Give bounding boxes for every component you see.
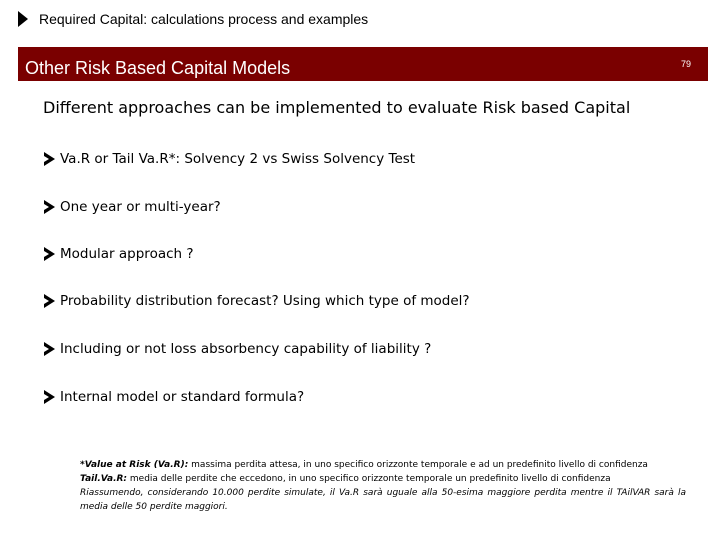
section-band <box>18 47 708 81</box>
arrow-bullet-icon <box>44 247 55 261</box>
page-number: 79 <box>680 59 691 69</box>
arrow-bullet-icon <box>44 342 55 356</box>
bullet-text: Va.R or Tail Va.R*: Solvency 2 vs Swiss Solvency Test <box>60 151 416 167</box>
slide-header <box>18 11 368 27</box>
slide-header-title: Required Capital: calculations process and examples <box>39 11 369 27</box>
bullet-item <box>44 199 221 215</box>
arrow-bullet-icon <box>44 200 55 214</box>
footnote-summary: Riassumendo, considerando 10.000 perdite simulate, il Va.R sarà uguale alla 50-esima maggiore perdita mentre il TAilVAR sarà la media delle 50 perdite maggiori. <box>80 488 686 512</box>
bullet-item <box>44 246 194 262</box>
bullet-text: One year or multi-year? <box>60 199 221 215</box>
bullet-item <box>44 341 431 357</box>
main-heading: Different approaches can be implemented to evaluate Risk based Capital <box>43 98 631 117</box>
bullet-item <box>44 293 470 309</box>
bullet-text: Internal model or standard formula? <box>60 389 305 405</box>
arrow-bullet-icon <box>44 152 55 166</box>
bullet-item <box>44 389 304 405</box>
bullet-text: Probability distribution forecast? Using which type of model? <box>60 293 470 309</box>
footnote-var <box>80 458 686 472</box>
arrow-bullet-icon <box>44 390 55 404</box>
tailvar-definition: media delle perdite che eccedono, in uno specifico orizzonte temporale un predefinito livello di confidenza <box>127 474 611 484</box>
tailvar-term: Tail.Va.R: <box>80 474 128 484</box>
arrow-bullet-icon <box>44 294 55 308</box>
footnote-tailvar <box>80 472 686 486</box>
section-title: Other Risk Based Capital Models <box>25 58 291 78</box>
footnote <box>80 458 686 514</box>
triangle-right-icon <box>18 11 28 27</box>
bullet-text: Modular approach ? <box>60 246 194 262</box>
bullet-text: Including or not loss absorbency capability of liability ? <box>60 341 432 357</box>
var-definition: massima perdita attesa, in uno specifico orizzonte temporale e ad un predefinito livello di confidenza <box>188 460 648 470</box>
bullet-item <box>44 151 415 167</box>
var-term: *Value at Risk (Va.R): <box>80 460 189 470</box>
